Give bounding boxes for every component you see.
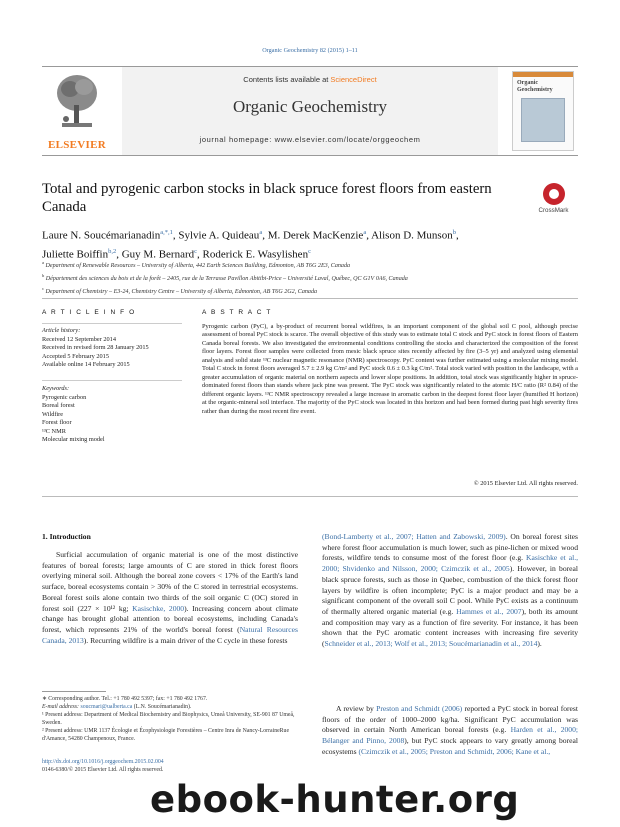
- history-item: Accepted 5 February 2015: [42, 352, 109, 360]
- corresponding-author-note: ∗ Corresponding author. Tel.: +1 780 492 5397; fax: +1 780 492 1767.: [42, 696, 208, 702]
- divider: [42, 298, 578, 299]
- keyword-item: ¹³C NMR: [42, 427, 66, 435]
- abstract-heading: A B S T R A C T: [202, 309, 272, 316]
- affiliation-text: Department of Chemistry – E3-24, Chemistry Centre – University of Alberta, Edmonton, AB T6G 2G2, Canada: [45, 289, 318, 296]
- keyword-item: Wildfire: [42, 410, 64, 418]
- intro-paragraph-2: [322, 532, 578, 650]
- citation-link[interactable]: Kasischke, 2000: [132, 603, 185, 613]
- crossmark-badge[interactable]: [526, 183, 581, 214]
- email-note: [42, 703, 298, 711]
- paragraph-text: ). Recurring wildfire is a main driver of the C cycle in these forests: [83, 635, 288, 645]
- history-item: Available online 14 February 2015: [42, 361, 130, 368]
- paragraph-text: ).: [537, 639, 542, 649]
- tree-icon: [54, 71, 100, 133]
- author-name[interactable]: Roderick E. Wasylishen: [202, 248, 309, 261]
- crossmark-icon: [543, 183, 565, 205]
- author-name[interactable]: Alison D. Munson: [371, 229, 453, 242]
- citation-link[interactable]: Schneider et al., 2013; Wolf et al., 2013; Soucémarianadin et al., 2014: [324, 639, 538, 649]
- paragraph-text: ), both its amount and composition may vary as a function of fire severity. For instance, it has been shown that the PyC aromatic content increases with increasing fire severity (: [322, 606, 578, 649]
- author-sup[interactable]: a: [259, 229, 263, 236]
- abstract-copyright: © 2015 Elsevier Ltd. All rights reserved.: [473, 480, 578, 487]
- divider: [42, 496, 578, 497]
- article-title: Total and pyrogenic carbon stocks in black spruce forest floors from eastern Canada: [42, 181, 492, 215]
- watermark-text: ebook-hunter.org: [150, 778, 520, 821]
- affiliation-text: Department of Renewable Resources – University of Alberta, 442 Earth Sciences Building, Edmonton, AB T6G 2E3, Canada: [45, 263, 351, 270]
- author-sup[interactable]: a: [363, 229, 367, 236]
- affiliation-sup: a: [42, 260, 44, 265]
- author-sup[interactable]: b,2: [108, 247, 117, 255]
- affiliation-item: [42, 258, 582, 271]
- paragraph-text: Surficial accumulation of organic material is one of the most distinctive features of boreal forests; large amounts of C are stored in thick forest floors overlying mineral soil. Although the boreal zone covers < 17% of the Earth's land surface, boreal ecosystems contain > 30% of the C stored in terrestrial ecosystems. Boreal forest soils alone contain two thirds of the soil organic C (OC) stored in forest soil (227 × 10¹² kg;: [42, 550, 298, 613]
- author-name[interactable]: Guy M. Bernard: [121, 248, 195, 261]
- author-name[interactable]: Juliette Boiffin: [42, 248, 109, 261]
- citation-link[interactable]: Harden et al., 2000; Bélanger and Pinno, 2008: [322, 725, 578, 746]
- publisher-name: ELSEVIER: [47, 139, 107, 151]
- history-label: Article history:: [42, 327, 81, 334]
- author-name[interactable]: Laure N. Soucémarianadin: [42, 229, 161, 242]
- citation-link[interactable]: Hammes et al., 2007: [456, 606, 522, 616]
- doi-link[interactable]: http://dx.doi.org/10.1016/j.orggeochem.2015.02.004: [42, 759, 164, 765]
- email-suffix: (L.N. Soucémarianadin).: [133, 704, 192, 710]
- email-label: E-mail address:: [42, 704, 79, 710]
- sciencedirect-link[interactable]: ScienceDirect: [330, 75, 377, 84]
- author-sup[interactable]: c: [308, 247, 311, 255]
- keyword-item: Pyrogenic carbon: [42, 393, 87, 401]
- keyword-item: Boreal forest: [42, 402, 75, 409]
- cover-bar: [513, 72, 573, 77]
- cover-image: [521, 98, 565, 142]
- journal-header: [42, 66, 578, 156]
- citation-link[interactable]: Natural Resources Canada, 2013: [42, 624, 298, 645]
- paragraph-text: ). Increasing concern about climate change has brought global attention to boreal ecosystems, including Canada's forest, which represents 21% of the world's boreal forest (: [42, 603, 298, 634]
- author-name[interactable]: M. Derek MacKenzie: [267, 229, 364, 242]
- divider: [42, 380, 182, 381]
- paragraph-text: ). However, in boreal black spruce forests, such as those in Quebec, combustion of the thick forest floor layers by wildfire is often incomplete; PyC is a major product and may be a significant component of the overall soil C pool. While PyC exists as a continuum of thermally altered organic material (e.g.: [322, 564, 578, 616]
- intro-paragraph-3: [322, 704, 578, 758]
- history-item: Received in revised form 28 January 2015: [42, 344, 149, 351]
- journal-homepage: [122, 135, 498, 144]
- citation-link[interactable]: (Czimczik et al., 2005; Preston and Schmidt, 2006; Kane et al.,: [358, 746, 551, 756]
- paragraph-text: reported a PyC stock in boreal forest floors of the order of 1000–2000 kg/ha. Significant PyC accumulation was observed in certain North American boreal forests (e.g.: [322, 704, 578, 735]
- cover-title: Organic Geochemistry: [517, 80, 553, 93]
- keyword-item: Molecular mixing model: [42, 436, 105, 443]
- homepage-link[interactable]: www.elsevier.com/locate/orggeochem: [274, 135, 421, 144]
- crossmark-label: CrossMark: [538, 207, 569, 214]
- paragraph-text: . On boreal forest sites where forest floor accumulation is much lower, such as pine-lichen or mixed wood forests, wildfire tends to consume most of the forest floor (e.g.: [322, 532, 578, 563]
- citation-link[interactable]: (Bond-Lamberty et al., 2007; Hatten and Zabowski, 2009): [322, 532, 506, 541]
- footnote-2: ² Present address: UMR 1137 Écologie et Écophysiologie Forestières – Centre Inra de Nancy-LorraineRue d'Amance, 54280 Champenoux, France.: [42, 728, 290, 742]
- author-name[interactable]: Sylvie A. Quideau: [178, 229, 260, 242]
- keywords-label: Keywords:: [42, 385, 70, 392]
- journal-reference[interactable]: Organic Geochemistry 82 (2015) 1–11: [262, 47, 358, 54]
- footnotes: [42, 695, 298, 743]
- affiliation-text: Département des sciences du bois et de la forêt – 2405, rue de la Terrasse Pavillon Abitibi-Price – Université Laval, Québec, QC G1V 0A6, Canada: [45, 276, 408, 283]
- keywords: [42, 385, 182, 445]
- affiliation-item: [42, 284, 582, 297]
- affiliation-sup: c: [42, 286, 44, 292]
- keyword-item: Forest floor: [42, 419, 72, 426]
- footnote-divider: [42, 691, 106, 692]
- email-link[interactable]: soucmari@ualberta.ca: [80, 704, 133, 710]
- section-heading: 1. Introduction: [42, 532, 91, 541]
- article-info-heading: A R T I C L E I N F O: [42, 309, 136, 316]
- citation-link[interactable]: Preston and Schmidt (2006): [376, 704, 463, 713]
- article-history: [42, 327, 182, 370]
- doi-block: [42, 758, 164, 774]
- intro-paragraph-1: [42, 550, 298, 646]
- journal-title: Organic Geochemistry: [232, 97, 388, 116]
- author-sup[interactable]: a,*,1: [160, 229, 173, 236]
- abstract-text: Pyrogenic carbon (PyC), a by-product of recurrent boreal wildfires, is an important component of the global soil C pool, although precise assessment of boreal PyC stock is scarce. The overall objective of this study was to estimate total C stock and PyC stock in forest floors of Eastern Canada boreal forests. We also investigated the environmental conditions controlling the stocks and characterized the composition of the forest floor layers. Forest floor samples were collected from mesic black spruce sites recently affected by fire (3–5 yr) and analyzed using elemental analysis and solid state ¹³C nuclear magnetic resonance (NMR) spectroscopy. PyC content was further estimated using a molecular mixing model. Total C stock in forest floors averaged 5.7 ± 2.9 kg C/m² and PyC stock 0.6 ± 0.3 kg C/m². Total stock varied with position in the landscape, with a greater accumulation of organic material on northern aspects and lower slope positions. In addition, total stock was significantly higher in spruce-dominated forest floors than stands where jack pine was present. The PyC stock was significantly related to the atomic H/C ratio (R² 0.84) of the different organic layers. ¹³C NMR spectroscopy revealed a large increase in aromatic carbon in the deepest forest floor layer (humified H horizon) at the organic-mineral soil interface. The majority of the PyC stock was located in this horizon and had been formed during past high severity fires rather than during the most recent fire event.: [202, 323, 578, 415]
- contents-line: [122, 75, 498, 84]
- author-sup[interactable]: c: [194, 247, 198, 255]
- journal-banner: [122, 67, 498, 155]
- citation-link[interactable]: Kasischke et al., 2000; Shvidenko and Nilsson, 2000; Czimczik et al., 2005: [322, 553, 578, 574]
- divider: [42, 323, 182, 324]
- contents-prefix: Contents lists available at: [243, 75, 329, 84]
- affiliations: [42, 258, 582, 297]
- footnote-1: ¹ Present address: Department of Medical Biochemistry and Biophysics, Umeå University, SE-901 87 Umeå, Sweden.: [42, 712, 295, 726]
- issn-line: 0146-6380/© 2015 Elsevier Ltd. All rights reserved.: [42, 767, 164, 773]
- journal-cover[interactable]: [512, 71, 574, 151]
- elsevier-logo[interactable]: [44, 71, 110, 151]
- history-item: Received 12 September 2014: [42, 335, 116, 343]
- author-list: Laure N. Soucémarianadin$^{a,*,1}$, Sylvie A. Quideau$^a$, M. Derek MacKenzie$^a$, Alison D. Munson$^b$, Juliette Boiffin$^{b,2}$, Guy M. Bernard$^c$, Roderick E. Wasylishen$^c$: [42, 229, 459, 261]
- homepage-prefix: journal homepage:: [199, 135, 272, 144]
- affiliation-item: [42, 271, 582, 284]
- affiliation-sup: b: [42, 273, 45, 279]
- paragraph-text: ), but PyC stock appears to vary greatly among boreal ecosystems: [322, 736, 578, 756]
- author-sup[interactable]: b: [452, 229, 456, 236]
- paragraph-text: A review by: [336, 704, 377, 713]
